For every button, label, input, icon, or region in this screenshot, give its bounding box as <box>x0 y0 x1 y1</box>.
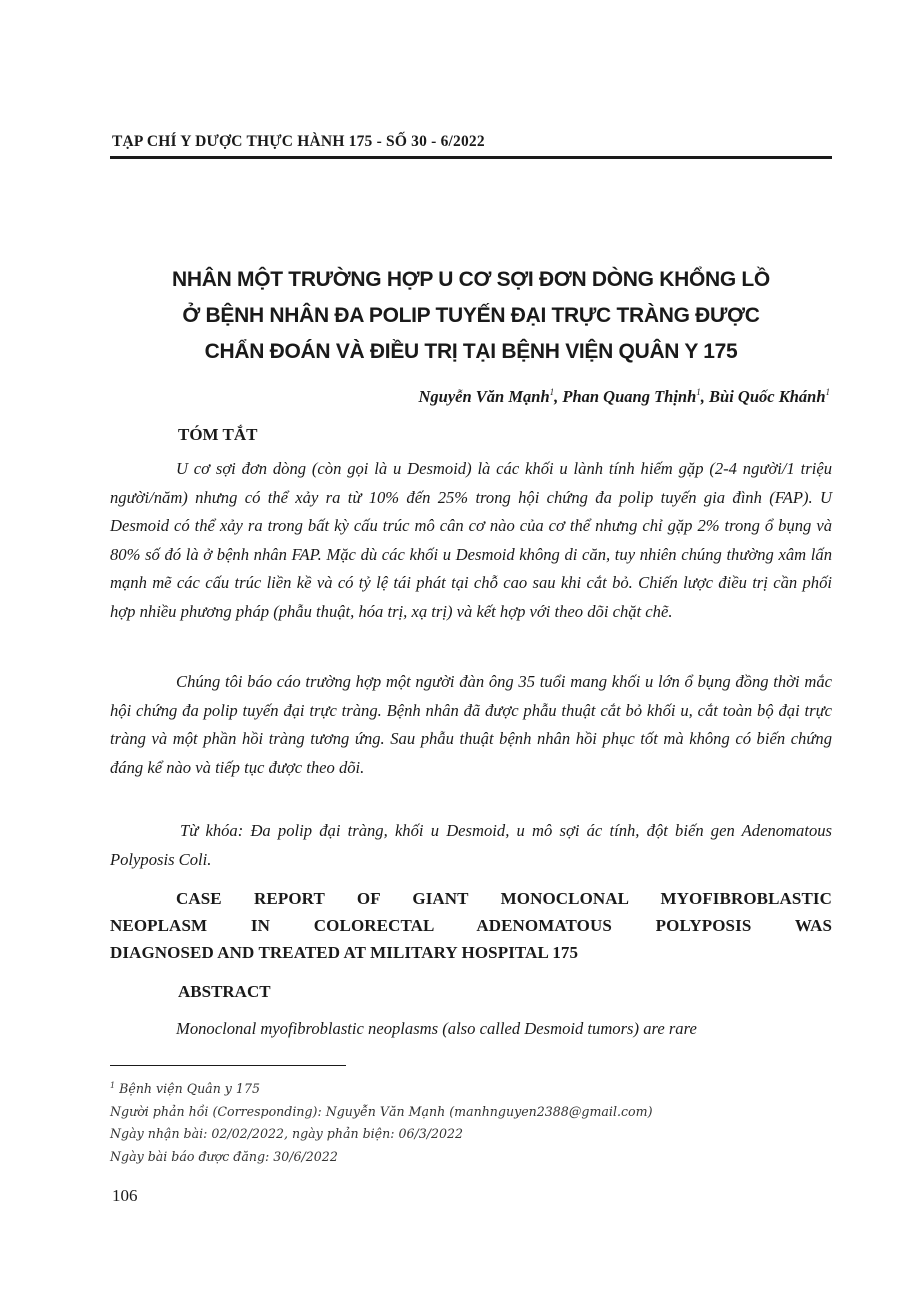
abstract-paragraph <box>110 1015 832 1044</box>
footnote-affiliation: $^1$ Bệnh viện Quân y 175 <box>110 1081 260 1096</box>
author-separator: , <box>700 387 710 406</box>
keywords-paragraph <box>110 817 832 874</box>
affiliation-mark: 1 <box>696 387 701 397</box>
article-title-vi <box>110 262 832 370</box>
footnote-received: Ngày nhận bài: 02/02/2022, ngày phản biện: 06/3/2022 <box>110 1126 464 1141</box>
footnote-corresponding: Người phản hồi (Corresponding): Nguyễn Văn Mạnh (manhnguyen2388@gmail.com) <box>110 1103 653 1119</box>
author-name: Nguyễn Văn Mạnh <box>418 387 550 406</box>
running-head: TẠP CHÍ Y DƯỢC THỰC HÀNH 175 - SỐ 30 - 6/2022 <box>112 133 485 150</box>
title-line: NHÂN MỘT TRƯỜNG HỢP U CƠ SỢI ĐƠN DÒNG KHỔNG LỒ <box>172 268 770 291</box>
summary-heading: TÓM TẮT <box>178 425 258 444</box>
affiliation-mark: 1 <box>549 387 555 397</box>
header-rule <box>110 156 832 159</box>
summary-paragraph-2 <box>110 668 832 782</box>
author-separator: , <box>554 387 563 406</box>
author-name: Bùi Quốc Khánh <box>709 387 826 406</box>
footnotes <box>110 1075 652 1168</box>
article-title-en <box>110 885 832 966</box>
abstract-heading: ABSTRACT <box>178 982 271 1001</box>
footnote-rule <box>110 1065 346 1066</box>
summary-paragraph-1 <box>110 455 832 626</box>
abstract-first-line: Monoclonal myofibroblastic neoplasms (also called Desmoid tumors) are rare <box>176 1019 697 1038</box>
author-list <box>419 387 831 407</box>
en-title-line: NEOPLASM IN COLORECTAL ADENOMATOUS POLYPOSIS WAS <box>110 916 832 935</box>
summary-paragraph-1-text: U cơ sợi đơn dòng (còn gọi là u Desmoid) là các khối u lành tính hiếm gặp (2-4 người/1 triệu người/năm) nhưng có thể xảy ra từ 10% đến 25% trong hội chứng đa polip tuyến gia đình (FAP). U Desmoid có thể xảy ra trong bất kỳ cấu trúc mô cân cơ nào của cơ thể nhưng chỉ gặp 2% trong ổ bụng và 80% số đó là ở bệnh nhân FAP. Mặc dù các khối u Desmoid không di căn, tuy nhiên chúng thường xâm lấn mạnh mẽ các cấu trúc liền kề và có tỷ lệ tái phát tại chỗ cao sau khi cắt bỏ. Chiến lược điều trị cần phối hợp nhiều phương pháp (phẫu thuật, hóa trị, xạ trị) và kết hợp với theo dõi chặt chẽ. <box>110 459 832 621</box>
en-title-line: CASE REPORT OF GIANT MONOCLONAL MYOFIBROBLASTIC <box>176 889 832 908</box>
keywords-text: Từ khóa: Đa polip đại tràng, khối u Desmoid, u mô sợi ác tính, đột biến gen Adenomatous Polyposis Coli. <box>110 821 832 869</box>
page-number: 106 <box>112 1186 138 1205</box>
title-line: Ở BỆNH NHÂN ĐA POLIP TUYẾN ĐẠI TRỰC TRÀNG ĐƯỢC <box>182 304 760 327</box>
author-name: Phan Quang Thịnh <box>562 387 697 406</box>
affiliation-mark: 1 <box>825 387 830 397</box>
en-title-line: DIAGNOSED AND TREATED AT MILITARY HOSPITAL 175 <box>110 943 579 962</box>
footnote-published: Ngày bài báo được đăng: 30/6/2022 <box>110 1148 338 1164</box>
title-line: CHẨN ĐOÁN VÀ ĐIỀU TRỊ TẠI BỆNH VIỆN QUÂN Y 175 <box>204 340 738 363</box>
summary-paragraph-2-text: Chúng tôi báo cáo trường hợp một người đàn ông 35 tuổi mang khối u lớn ổ bụng đồng thời mắc hội chứng đa polip tuyến đại trực tràng. Bệnh nhân đã được phẫu thuật cắt bỏ khối u, cắt toàn bộ đại trực tràng và một phần hồi tràng tương ứng. Sau phẫu thuật bệnh nhân hồi phục tốt mà không có biến chứng đáng kể nào và tiếp tục được theo dõi. <box>110 672 832 777</box>
affiliation-mark: 1 <box>110 1081 116 1090</box>
